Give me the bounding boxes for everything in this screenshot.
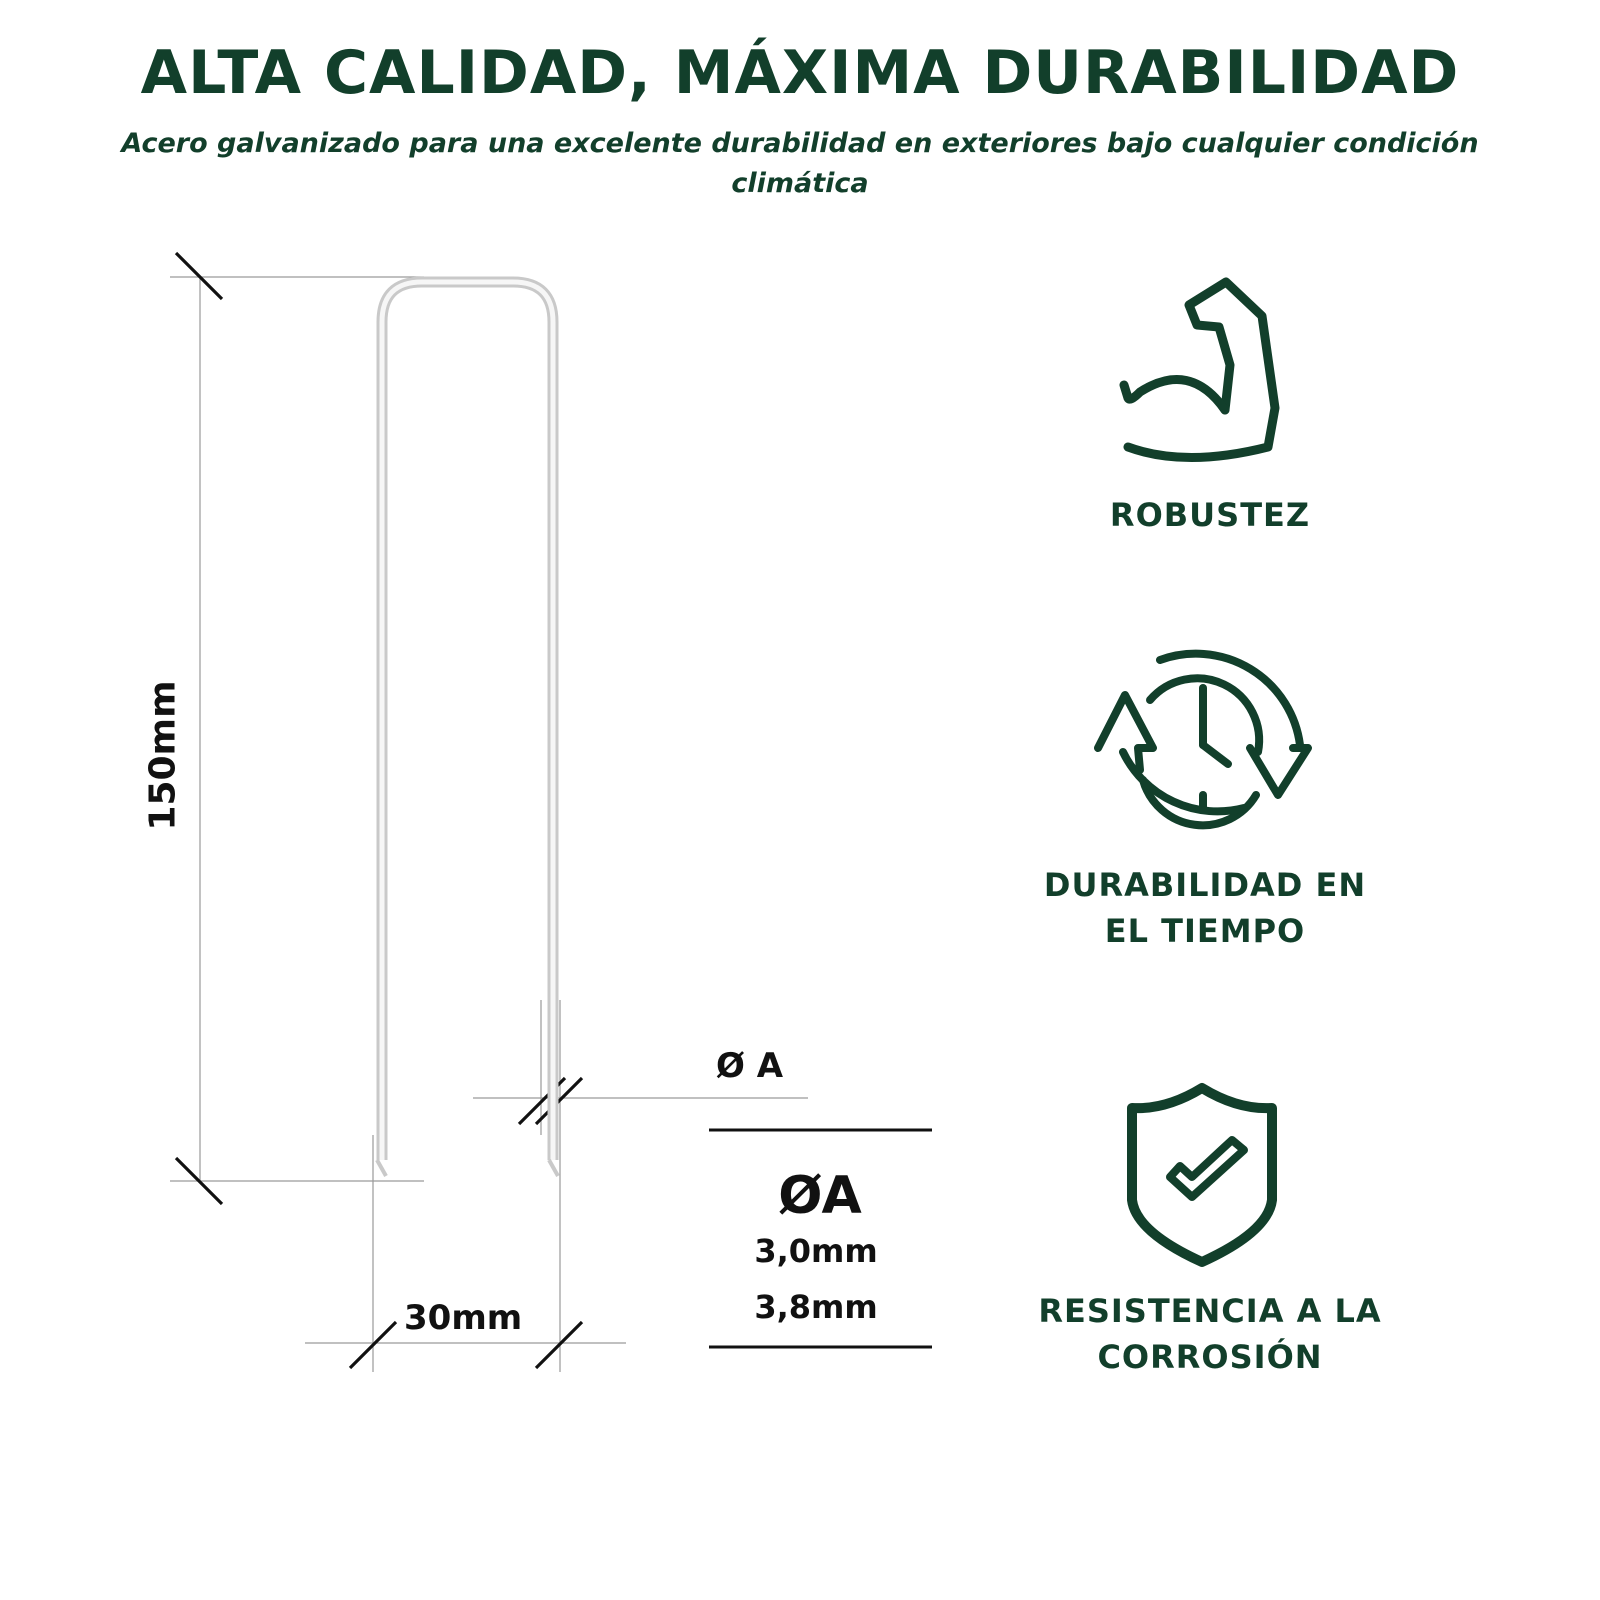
clock-cycle-icon bbox=[1098, 654, 1308, 826]
feature-label-durabilidad: DURABILIDAD EN EL TIEMPO bbox=[1043, 866, 1367, 950]
page-subtitle: Acero galvanizado para una excelente durabilidad en exteriores bajo cualquier condición climática bbox=[121, 128, 1479, 199]
width-dimension-label: 30mm bbox=[404, 1298, 523, 1338]
height-dimension-label: 150mm bbox=[142, 680, 184, 831]
spec-table-row: 3,0mm bbox=[754, 1232, 878, 1270]
flexed-arm-icon bbox=[1124, 282, 1275, 458]
diameter-label: Ø A bbox=[716, 1046, 784, 1086]
page-title: ALTA CALIDAD, MÁXIMA DURABILIDAD bbox=[140, 38, 1460, 108]
feature-label-robustez: ROBUSTEZ bbox=[1109, 496, 1311, 534]
spec-table-row: 3,8mm bbox=[754, 1288, 878, 1326]
feature-label-corrosion: RESISTENCIA A LA CORROSIÓN bbox=[1038, 1292, 1382, 1376]
shield-check-icon bbox=[1132, 1088, 1272, 1262]
spec-table-header: ØA bbox=[778, 1166, 862, 1226]
